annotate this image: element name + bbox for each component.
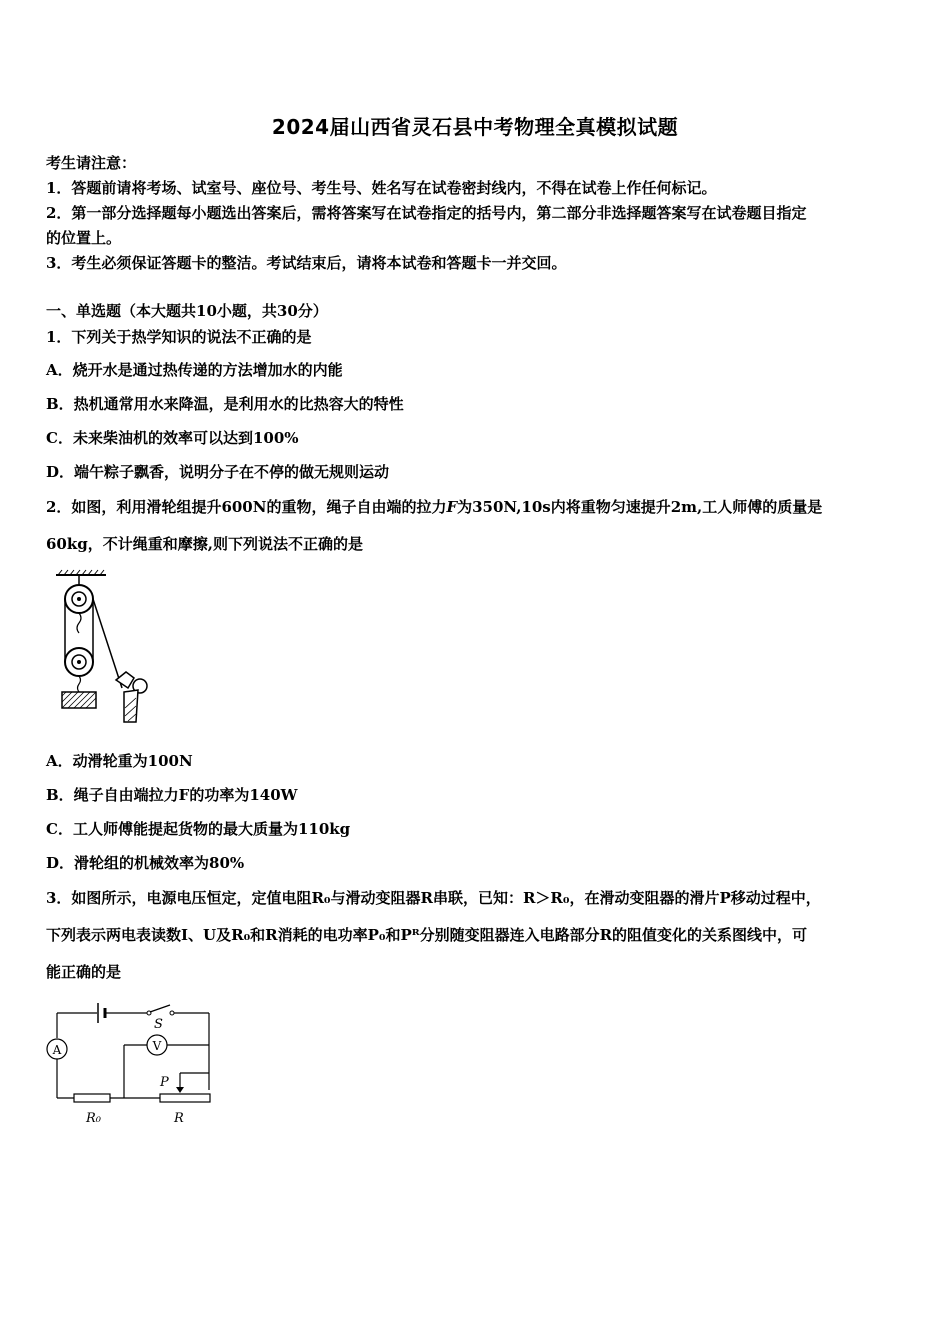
q2-stem-line2: 60kg，不计绳重和摩擦,则下列说法不正确的是: [46, 535, 363, 553]
section-heading: 一、单选题（本大题共10小题，共30分）: [46, 302, 328, 320]
ammeter-label: A: [52, 1043, 62, 1057]
q1-option-d: D．端午粽子飘香，说明分子在不停的做无规则运动: [46, 463, 390, 481]
q2-force-var: F: [446, 498, 458, 516]
q2-stem-part2: 为350N,10s内将重物匀速提升2m,工人师傅的质量是: [457, 498, 823, 516]
q2-stem-line1: [46, 497, 822, 517]
q3-line2: 下列表示两电表读数I、U及R₀和R消耗的电功率P₀和Pᴿ分别随变阻器连入电路部分R的阻值变化的关系图线中，可: [46, 926, 808, 944]
circuit-diagram: [44, 998, 219, 1130]
rheostat-label: R: [174, 1111, 184, 1126]
notice-heading: 考生请注意：: [46, 154, 137, 172]
q3-line1: 3．如图所示，电源电压恒定，定值电阻R₀与滑动变阻器R串联，已知：R＞R₀，在滑动变阻器的滑片P移动过程中，: [46, 889, 821, 907]
q2-option-d: D．滑轮组的机械效率为80%: [46, 854, 245, 872]
notice-item-3: 3．考生必须保证答题卡的整洁。考试结束后，请将本试卷和答题卡一并交回。: [46, 254, 567, 272]
fixed-resistor-label: R₀: [86, 1111, 101, 1126]
voltmeter-label: V: [152, 1039, 162, 1053]
pulley-diagram: [44, 568, 164, 728]
switch-label: S: [154, 1017, 163, 1032]
q2-option-b: B．绳子自由端拉力F的功率为140W: [46, 786, 298, 804]
notice-item-2: 2．第一部分选择题每小题选出答案后，需将答案写在试卷指定的括号内，第二部分非选择题答案写在试卷题目指定: [46, 204, 807, 222]
notice-item-2-cont: 的位置上。: [46, 229, 122, 247]
page-title: 2024届山西省灵石县中考物理全真模拟试题: [271, 115, 679, 139]
q2-option-a: A．动滑轮重为100N: [46, 752, 193, 770]
q2-option-c: C．工人师傅能提起货物的最大质量为110kg: [46, 820, 351, 838]
q1-option-a: A．烧开水是通过热传递的方法增加水的内能: [46, 361, 343, 379]
q1-option-b: B．热机通常用水来降温，是利用水的比热容大的特性: [46, 395, 404, 413]
q3-line3: 能正确的是: [46, 963, 122, 981]
q1-option-c: C．未来柴油机的效率可以达到100%: [46, 429, 299, 447]
q1-stem: 1．下列关于热学知识的说法不正确的是: [46, 328, 312, 346]
q2-stem-part1: 2．如图，利用滑轮组提升600N的重物，绳子自由端的拉力: [46, 498, 447, 516]
slider-label: P: [160, 1075, 169, 1090]
notice-item-1: 1．答题前请将考场、试室号、座位号、考生号、姓名写在试卷密封线内，不得在试卷上作任何标记。: [46, 179, 717, 197]
